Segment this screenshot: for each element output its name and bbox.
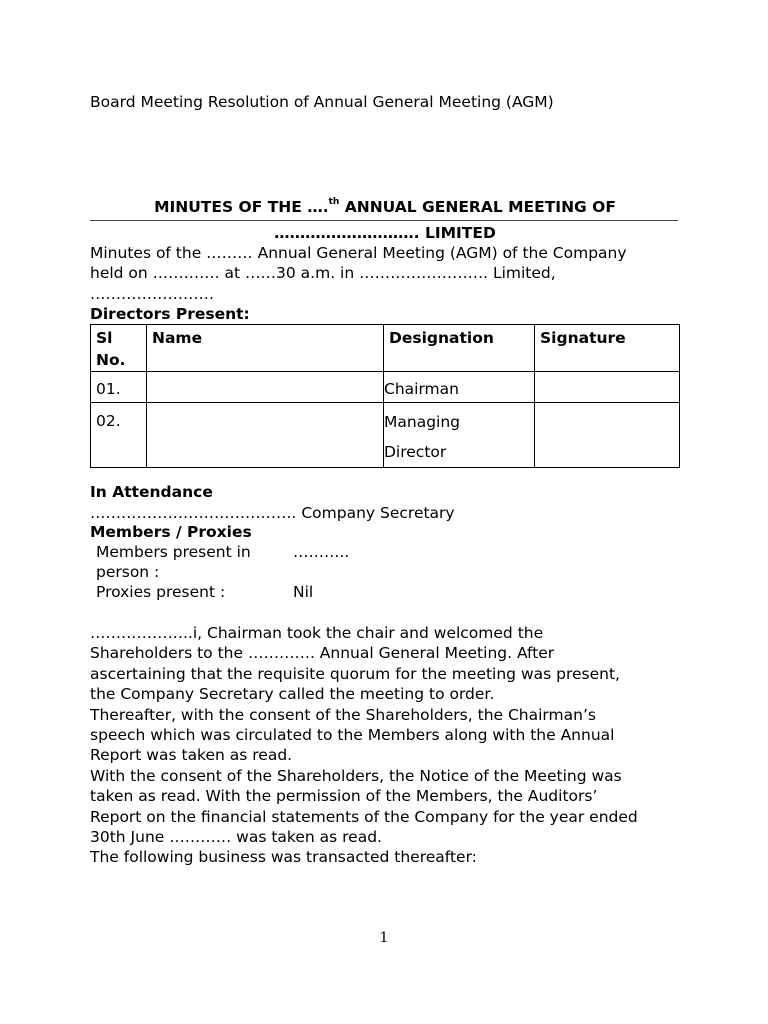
body-text: [90, 623, 680, 868]
body-line: With the consent of the Shareholders, the Notice of the Meeting was: [90, 766, 622, 785]
header-name: Name: [147, 325, 384, 372]
body-line: The following business was transacted thereafter:: [90, 848, 477, 867]
heading-superscript: th: [328, 197, 340, 207]
cell-name: [147, 372, 384, 403]
body-line: Report on the financial statements of the Company for the year ended: [90, 807, 638, 826]
header-designation: Designation: [384, 325, 535, 372]
body-line: Report was taken as read.: [90, 746, 293, 765]
body-line: taken as read. With the permission of the Members, the Auditors’: [90, 787, 598, 806]
heading-divider: [90, 220, 678, 221]
body-line: 30th June ………… was taken as read.: [90, 828, 382, 847]
proxies-present-value: Nil: [293, 583, 314, 601]
intro-line: ……………………: [90, 284, 214, 303]
cell-designation: Managing Director: [384, 403, 535, 468]
cell-signature: [535, 372, 680, 403]
attendance-heading: In Attendance: [90, 483, 213, 501]
cell-designation: Chairman: [384, 372, 535, 403]
document-title: Board Meeting Resolution of Annual General Meeting (AGM): [90, 93, 554, 111]
members-present-label: Members present in person :: [96, 543, 251, 581]
directors-heading: Directors Present:: [90, 305, 250, 323]
members-table: [96, 542, 349, 602]
heading-suffix: ANNUAL GENERAL MEETING OF: [339, 198, 616, 217]
page-number: 1: [379, 930, 389, 946]
body-line: the Company Secretary called the meeting to order.: [90, 685, 495, 704]
company-name-heading: ………………………. LIMITED: [274, 224, 496, 242]
body-line: ………………..i, Chairman took the chair and welcomed the: [90, 624, 544, 642]
members-present-row: [96, 542, 349, 582]
header-signature: Signature: [535, 325, 680, 372]
table-header-row: [91, 325, 680, 372]
minutes-heading: [90, 194, 680, 217]
table-row: [91, 372, 680, 403]
cell-sl: 02.: [91, 403, 147, 468]
header-sl-no: Sl No.: [91, 325, 147, 372]
table-row: [91, 403, 680, 468]
cell-name: [147, 403, 384, 468]
members-heading: Members / Proxies: [90, 523, 252, 541]
body-line: ascertaining that the requisite quorum for the meeting was present,: [90, 664, 620, 683]
intro-line: held on …………. at ……30 a.m. in ……………………. Limited,: [90, 264, 556, 283]
intro-paragraph: [90, 243, 680, 304]
body-line: Shareholders to the …………. Annual General Meeting. After: [90, 644, 555, 663]
cell-signature: [535, 403, 680, 468]
body-line: Thereafter, with the consent of the Shareholders, the Chairman’s: [90, 705, 596, 724]
heading-prefix: MINUTES OF THE ….: [154, 198, 329, 217]
intro-line: Minutes of the ……… Annual General Meeting (AGM) of the Company: [90, 244, 627, 262]
proxies-present-label: Proxies present :: [96, 583, 226, 601]
directors-table: [90, 324, 680, 468]
members-present-value: ………..: [293, 543, 350, 561]
cell-sl: 01.: [91, 372, 147, 403]
proxies-present-row: [96, 582, 349, 602]
body-line: speech which was circulated to the Members along with the Annual: [90, 726, 615, 745]
attendance-line: …………………………………. Company Secretary: [90, 504, 455, 522]
